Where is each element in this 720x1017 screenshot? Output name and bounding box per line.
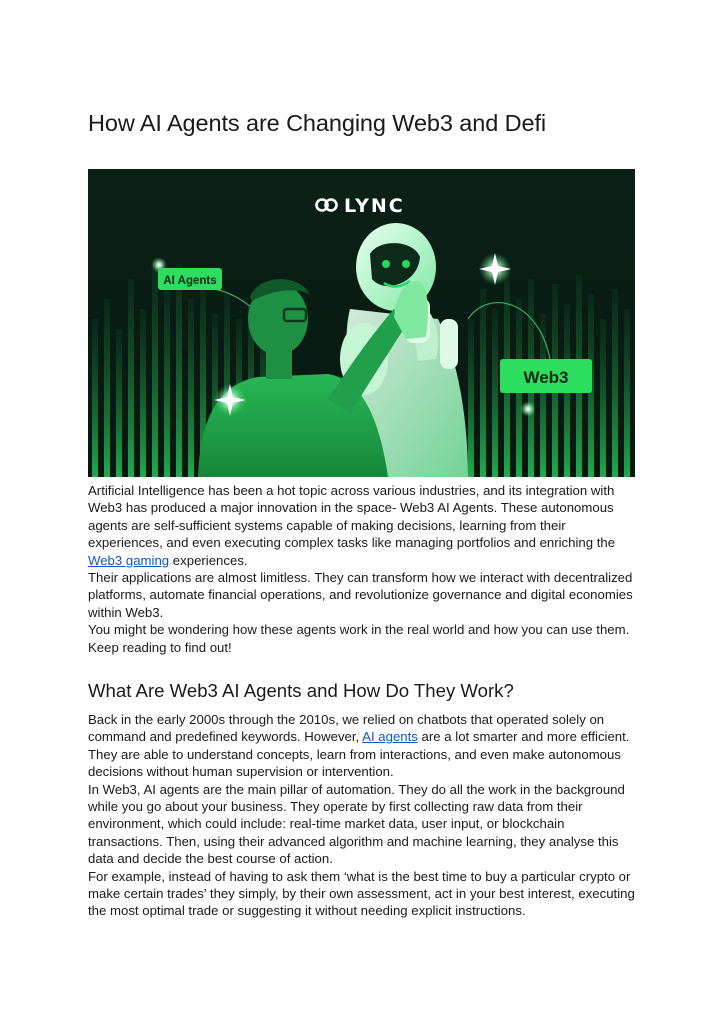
page-title: How AI Agents are Changing Web3 and Defi bbox=[88, 110, 547, 136]
ai-agents-tag bbox=[158, 268, 222, 290]
intro-section bbox=[88, 482, 638, 656]
intro-text: Artificial Intelligence has been a hot topic across various industries, and its integration with Web3 has produced a major innovation in the space- Web3 AI Agents. These autonomous agents are self-sufficient systems capable of making decisions, learning from their experiences, and even executing complex tasks like managing portfolios and enriching the bbox=[88, 483, 616, 551]
logo-text: LYNC bbox=[344, 195, 405, 217]
web3-gaming-link[interactable]: Web3 gaming bbox=[88, 552, 170, 568]
ai-agents-label: AI Agents bbox=[163, 275, 217, 287]
section-text-tail: are a lot smarter and more efficient. They are able to understand concepts, learn from interactions, and even make autonomous decisions without human supervision or intervention. bbox=[88, 729, 630, 780]
intro-paragraph-1 bbox=[88, 482, 638, 569]
intro-text-tail: experiences. bbox=[169, 552, 248, 568]
section-body bbox=[88, 711, 638, 920]
web3-tag bbox=[500, 359, 592, 393]
section-paragraph-3: For example, instead of having to ask them ‘what is the best time to buy a particular crypto or make certain trades’ they simply, by their own assessment, act in your best interest, executing the most optimal trade or suggesting it without needing explicit instructions. bbox=[88, 868, 635, 919]
section-paragraph-2: In Web3, AI agents are the main pillar of automation. They do all the work in the background while you go about your business. They operate by first collecting raw data from their environment, which could include: real-time market data, user input, or blockchain transactions. Then, using their advanced algorithm and machine learning, they analyse this data and decide the best course of action. bbox=[88, 781, 625, 867]
section-heading: What Are Web3 AI Agents and How Do They Work? bbox=[88, 680, 514, 701]
hero-image bbox=[88, 169, 635, 477]
section-paragraph-1 bbox=[88, 711, 638, 781]
web3-label: Web3 bbox=[523, 368, 569, 387]
intro-paragraph-2: Their applications are almost limitless. They can transform how we interact with decentralized platforms, automate financial operations, and revolutionize governance and digital economies within Web3. bbox=[88, 570, 633, 620]
section-text: Back in the early 2000s through the 2010s, we relied on chatbots that operated solely on command and predefined keywords. However, bbox=[88, 712, 605, 745]
intro-paragraph-3: You might be wondering how these agents work in the real world and how you can use them. Keep reading to find out! bbox=[88, 622, 630, 655]
ai-agents-link[interactable]: AI agents bbox=[362, 729, 418, 745]
